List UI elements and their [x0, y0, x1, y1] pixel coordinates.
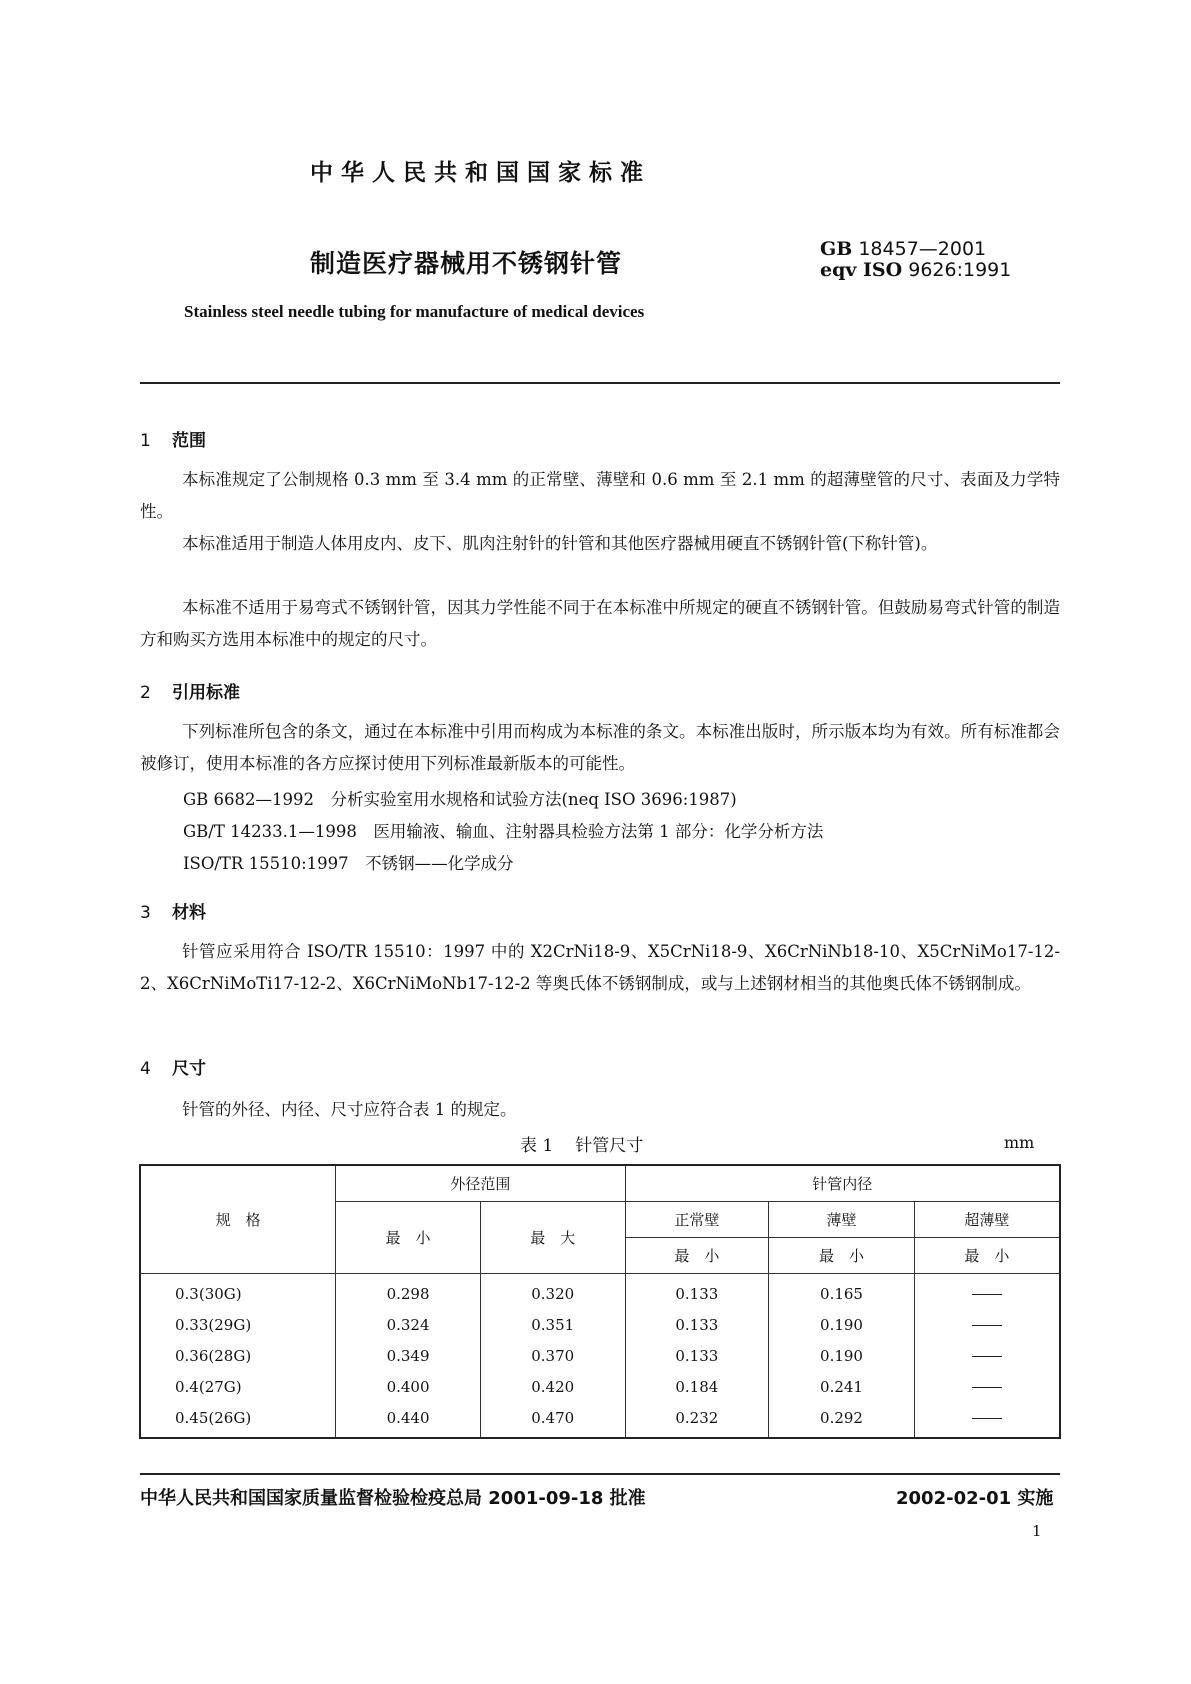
- table-caption-title: 针管尺寸: [575, 1136, 644, 1156]
- english-title: Stainless steel needle tubing for manufacture of medical devices: [184, 302, 645, 321]
- header-ultra-thin-wall: 超薄壁: [914, 1202, 1060, 1238]
- table-row: [140, 1309, 1060, 1340]
- reference-3: ISO/TR 15510:1997 不锈钢——化学成分: [183, 854, 514, 873]
- section-1-paragraph-3: 本标准不适用于易弯式不锈钢针管，因其力学性能不同于在本标准中所规定的硬直不锈钢针管。但鼓励易弯式针管的制造方和购买方选用本标准中的规定的尺寸。: [140, 598, 1060, 649]
- cell-normal-min: 0.133: [625, 1340, 769, 1371]
- cell-spec: 0.33(29G): [140, 1309, 336, 1340]
- dash-mark: [972, 1387, 1002, 1388]
- cell-od-max: 0.420: [480, 1371, 625, 1402]
- section-1-title: 范围: [172, 431, 206, 451]
- cell-od-min: 0.298: [336, 1274, 481, 1310]
- cell-normal-min: 0.133: [625, 1309, 769, 1340]
- cell-od-min: 0.400: [336, 1371, 481, 1402]
- dash-mark: [972, 1356, 1002, 1357]
- section-3-heading: [140, 898, 206, 923]
- cell-thin-min: 0.190: [769, 1309, 915, 1340]
- header-normal-wall: 正常壁: [625, 1202, 769, 1238]
- section-3-paragraph-1: 针管应采用符合 ISO/TR 15510：1997 中的 X2CrNi18-9、X5CrNi18-9、X6CrNiNb18-10、X5CrNiMo17-12-2、X6CrNiMoTi17-12-2、X6CrNiMoNb17-12-2 等奥氏体不锈钢制成，或与上述钢材相当的其他奥氏体不锈钢制成。: [140, 942, 1060, 993]
- cell-ultra-min: [914, 1371, 1060, 1402]
- cell-thin-min: 0.190: [769, 1340, 915, 1371]
- effective-date: 2002-02-01 实施: [896, 1488, 1054, 1509]
- section-2-title: 引用标准: [172, 683, 240, 703]
- cell-ultra-min: [914, 1274, 1060, 1310]
- table-row: [140, 1371, 1060, 1402]
- header-od-range: 外径范围: [336, 1165, 625, 1202]
- header-thin-min: 最 小: [769, 1238, 915, 1274]
- std-prefix: GB: [820, 238, 853, 260]
- table-caption-label: 表 1: [520, 1136, 554, 1156]
- header-spec: 规 格: [140, 1165, 336, 1274]
- reference-1: GB 6682—1992 分析实验室用水规格和试验方法(neq ISO 3696:1987): [183, 790, 737, 809]
- standard-code: [820, 239, 1011, 281]
- table-row: [140, 1402, 1060, 1438]
- section-2-heading: [140, 678, 240, 703]
- cell-spec: 0.36(28G): [140, 1340, 336, 1371]
- header-od-max: 最 大: [480, 1202, 625, 1274]
- cell-od-min: 0.440: [336, 1402, 481, 1438]
- section-2-paragraph-1: 下列标准所包含的条文，通过在本标准中引用而构成为本标准的条文。本标准出版时，所示版本均为有效。所有标准都会被修订，使用本标准的各方应探讨使用下列标准最新版本的可能性。: [140, 722, 1060, 773]
- cell-spec: 0.3(30G): [140, 1274, 336, 1310]
- section-4-number: 4: [140, 1059, 151, 1079]
- cell-spec: 0.4(27G): [140, 1371, 336, 1402]
- section-4-title: 尺寸: [172, 1059, 206, 1079]
- table-caption: [520, 1131, 643, 1156]
- header-normal-min: 最 小: [625, 1238, 769, 1274]
- cell-thin-min: 0.241: [769, 1371, 915, 1402]
- section-3-title: 材料: [172, 903, 206, 923]
- eqv-line: [820, 260, 1011, 281]
- cell-normal-min: 0.184: [625, 1371, 769, 1402]
- header-id-group: 针管内径: [625, 1165, 1060, 1202]
- cell-ultra-min: [914, 1309, 1060, 1340]
- footer-divider: [140, 1473, 1060, 1475]
- dash-mark: [972, 1418, 1002, 1419]
- section-2-number: 2: [140, 683, 151, 703]
- reference-2: GB/T 14233.1—1998 医用输液、输血、注射器具检验方法第 1 部分：化学分析方法: [183, 822, 824, 841]
- page-number: 1: [1032, 1522, 1042, 1540]
- cell-spec: 0.45(26G): [140, 1402, 336, 1438]
- dash-mark: [972, 1325, 1002, 1326]
- section-3-number: 3: [140, 903, 151, 923]
- table-row: [140, 1274, 1060, 1310]
- std-number: 18457—2001: [858, 238, 987, 260]
- header-od-min: 最 小: [336, 1202, 481, 1274]
- cell-normal-min: 0.232: [625, 1402, 769, 1438]
- cell-thin-min: 0.292: [769, 1402, 915, 1438]
- section-1-paragraph-2: 本标准适用于制造人体用皮内、皮下、肌肉注射针的针管和其他医疗器械用硬直不锈钢针管(下称针管)。: [182, 534, 938, 553]
- dash-mark: [972, 1294, 1002, 1295]
- eqv-number: 9626:1991: [908, 259, 1012, 281]
- table-unit: mm: [1004, 1133, 1035, 1152]
- table-row: [140, 1340, 1060, 1371]
- cell-od-max: 0.370: [480, 1340, 625, 1371]
- cell-normal-min: 0.133: [625, 1274, 769, 1310]
- eqv-prefix: eqv ISO: [820, 259, 903, 281]
- cell-od-min: 0.349: [336, 1340, 481, 1371]
- doc-title: 制造医疗器械用不锈钢针管: [310, 249, 623, 278]
- cell-od-max: 0.470: [480, 1402, 625, 1438]
- std-number-line: [820, 239, 1011, 260]
- header-divider: [140, 382, 1060, 384]
- section-1-paragraph-1: 本标准规定了公制规格 0.3 mm 至 3.4 mm 的正常壁、薄壁和 0.6 mm 至 2.1 mm 的超薄壁管的尺寸、表面及力学特性。: [140, 470, 1060, 521]
- cell-od-max: 0.320: [480, 1274, 625, 1310]
- approval-line: 中华人民共和国国家质量监督检验检疫总局 2001-09-18 批准: [140, 1488, 646, 1509]
- section-4-heading: [140, 1054, 206, 1079]
- agency-title: 中华人民共和国国家标准: [310, 160, 651, 186]
- needle-tubing-table: [139, 1164, 1061, 1439]
- cell-thin-min: 0.165: [769, 1274, 915, 1310]
- section-4-paragraph-1: 针管的外径、内径、尺寸应符合表 1 的规定。: [182, 1100, 517, 1119]
- cell-ultra-min: [914, 1340, 1060, 1371]
- cell-od-min: 0.324: [336, 1309, 481, 1340]
- header-thin-wall: 薄壁: [769, 1202, 915, 1238]
- section-1-number: 1: [140, 431, 151, 451]
- cell-od-max: 0.351: [480, 1309, 625, 1340]
- cell-ultra-min: [914, 1402, 1060, 1438]
- header-ultra-min: 最 小: [914, 1238, 1060, 1274]
- section-1-heading: [140, 426, 206, 451]
